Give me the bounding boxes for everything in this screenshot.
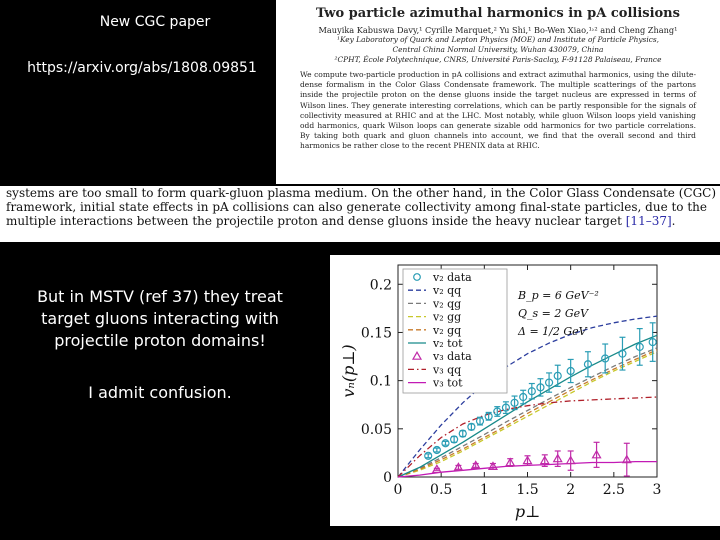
parameter-label: Δ = 1/2 GeV (518, 325, 587, 338)
y-tick-label: 0.05 (360, 421, 392, 438)
parameter-label: Q_s = 2 GeV (518, 307, 589, 320)
y-tick-label: 0 (383, 470, 392, 486)
legend-label: v₂ tot (433, 337, 463, 350)
x-tick-label: 0.5 (430, 482, 453, 498)
paper-authors: Mauyika Kabuswa Davy,¹ Cyrille Marquet,² Yu Shi,¹ Bo-Wen Xiao,¹˒² and Cheng Zhang¹ (318, 25, 678, 35)
slide-title: New CGC paper (99, 14, 211, 30)
paper-affiliation-2: Central China Normal University, Wuhan 430079, China (392, 45, 604, 54)
harmonics-chart (330, 255, 720, 526)
slide-confusion: I admit confusion. (88, 383, 232, 402)
legend-label: v₂ gg (433, 310, 462, 324)
y-tick-label: 0.1 (369, 373, 392, 390)
x-tick-label: 2 (566, 482, 576, 498)
intro-line-2: framework, initial state effects in pA collisions can also generate collectivity among final-state particles, due to the (6, 200, 707, 214)
paper-abstract-excerpt (276, 0, 720, 184)
x-tick-label: 0 (393, 482, 403, 498)
paper-title: Two particle azimuthal harmonics in pA collisions (316, 6, 680, 21)
paper-affiliation-1: ¹Key Laboratory of Quark and Lepton Physics (MOE) and Institute of Particle Physics, (337, 35, 659, 44)
intro-line-3-end: . (671, 214, 676, 228)
legend-label: v₂ qq (433, 284, 462, 298)
intro-line-3 (0, 214, 720, 228)
intro-line-1: systems are too small to form quark-gluon plasma medium. On the other hand, in the Color Glass Condensate (CGC) (6, 186, 717, 200)
legend-label: v₃ qq (433, 363, 462, 377)
harmonics-figure (330, 255, 720, 526)
legend-label: v₂ data (433, 271, 472, 284)
arxiv-url[interactable]: https://arxiv.org/abs/1808.09851 (27, 60, 257, 76)
x-tick-label: 1.5 (516, 482, 539, 498)
y-tick-label: 0.15 (360, 325, 392, 342)
intro-reference-link[interactable]: [11–37] (625, 214, 672, 228)
x-axis-label: p⊥ (514, 502, 541, 521)
intro-line-3-text: multiple interactions between the projectile proton and dense gluons inside the heavy nuclear target (6, 214, 622, 228)
legend-label: v₃ tot (433, 376, 463, 390)
legend-label: v₂ gq (433, 323, 462, 337)
parameter-label: B_p = 6 GeV⁻² (518, 289, 599, 302)
legend-label: v₃ data (433, 350, 472, 364)
slide-comment: But in MSTV (ref 37) they treat target gluons interacting with projectile proton domains! (37, 287, 283, 350)
abstract-body: We compute two-particle production in pA collisions and extract azimuthal harmonics, using the dilute-dense formalism in the Color Glass Condensate framework. The multiple scatterings of the partons inside the projectile proton on the dense gluons inside the target nucleus are expressed in terms of Wilson lines. They generate interesting correlations, which can be partly responsible for the signals of collectivity measured at RHIC and at the LHC. Most notably, while gluon Wilson loops yield vanishing odd harmonics, quark Wilson loops can generate sizable odd harmonics for two particle correlations. By taking both quark and gluon channels into account, we find that the overall second and third harmonics be rather close to the recent PHENIX data at RHIC. (300, 70, 696, 151)
x-tick-label: 3 (652, 482, 662, 498)
x-tick-label: 1 (479, 482, 489, 498)
x-tick-label: 2.5 (602, 482, 625, 498)
paper-affiliation-3: ²CPHT, École Polytechnique, CNRS, Université Paris-Saclay, F-91128 Palaiseau, France (334, 55, 662, 64)
y-axis-label: vₙ(p⊥) (339, 344, 358, 398)
y-tick-label: 0.2 (369, 277, 392, 294)
legend-label: v₂ qg (433, 297, 462, 311)
paper-intro-excerpt (0, 186, 720, 242)
